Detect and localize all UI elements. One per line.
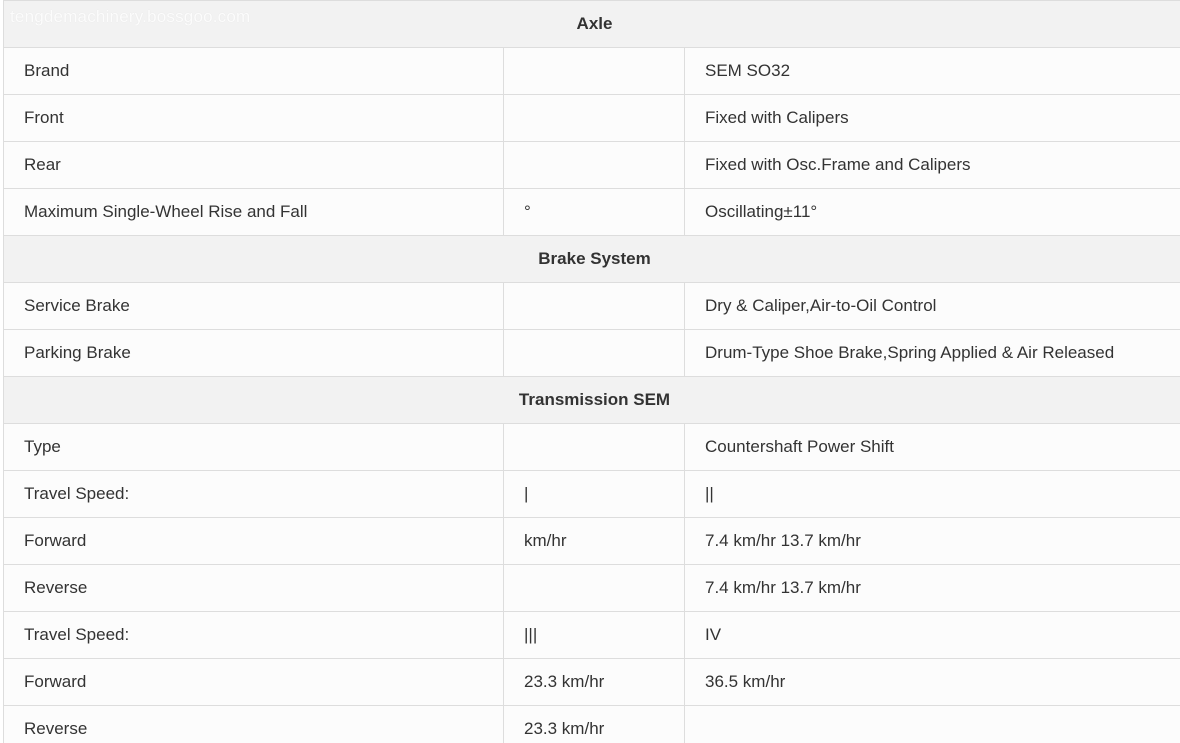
- row-unit: °: [504, 189, 685, 236]
- site-watermark: tengdemachinery.bossgoo.com: [10, 7, 251, 26]
- section-title: Axle: [4, 1, 1180, 48]
- row-value: 36.5 km/hr: [685, 659, 1180, 706]
- table-row: [4, 283, 1180, 330]
- table-row: [4, 95, 1180, 142]
- table-row: [4, 565, 1180, 612]
- row-unit: [504, 283, 685, 330]
- row-unit: 23.3 km/hr: [504, 659, 685, 706]
- row-label: Travel Speed:: [4, 471, 504, 518]
- row-value: IV: [685, 612, 1180, 659]
- section-title: Brake System: [4, 236, 1180, 283]
- row-value: Oscillating±11°: [685, 189, 1180, 236]
- row-label: Brand: [4, 48, 504, 95]
- row-value: Countershaft Power Shift: [685, 424, 1180, 471]
- row-unit: [504, 424, 685, 471]
- table-row: [4, 189, 1180, 236]
- table-row: [4, 48, 1180, 95]
- table-row: [4, 330, 1180, 377]
- row-label: Reverse: [4, 706, 504, 743]
- row-label: Front: [4, 95, 504, 142]
- section-header-transmission: [4, 377, 1180, 424]
- row-value: SEM SO32: [685, 48, 1180, 95]
- row-value: Fixed with Calipers: [685, 95, 1180, 142]
- row-value: ||: [685, 471, 1180, 518]
- table-row: [4, 471, 1180, 518]
- section-header-axle: [4, 1, 1180, 48]
- row-value: Dry & Caliper,Air-to-Oil Control: [685, 283, 1180, 330]
- table-row: [4, 612, 1180, 659]
- table-row: [4, 424, 1180, 471]
- table-row: [4, 659, 1180, 706]
- section-header-brake-system: [4, 236, 1180, 283]
- row-label: Travel Speed:: [4, 612, 504, 659]
- row-value: 7.4 km/hr 13.7 km/hr: [685, 518, 1180, 565]
- row-label: Forward: [4, 659, 504, 706]
- row-value: [685, 706, 1180, 743]
- row-label: Parking Brake: [4, 330, 504, 377]
- spec-table: [3, 0, 1180, 743]
- row-label: Maximum Single-Wheel Rise and Fall: [4, 189, 504, 236]
- row-unit: |||: [504, 612, 685, 659]
- section-title: Transmission SEM: [4, 377, 1180, 424]
- row-unit: [504, 565, 685, 612]
- row-unit: [504, 95, 685, 142]
- table-row: [4, 706, 1180, 743]
- row-label: Reverse: [4, 565, 504, 612]
- row-label: Forward: [4, 518, 504, 565]
- row-value: 7.4 km/hr 13.7 km/hr: [685, 565, 1180, 612]
- row-value: Fixed with Osc.Frame and Calipers: [685, 142, 1180, 189]
- row-unit: km/hr: [504, 518, 685, 565]
- row-unit: [504, 142, 685, 189]
- row-value: Drum-Type Shoe Brake,Spring Applied & Air Released: [685, 330, 1180, 377]
- row-unit: [504, 330, 685, 377]
- row-label: Type: [4, 424, 504, 471]
- row-unit: [504, 48, 685, 95]
- row-unit: |: [504, 471, 685, 518]
- table-row: [4, 142, 1180, 189]
- row-label: Service Brake: [4, 283, 504, 330]
- table-row: [4, 518, 1180, 565]
- row-label: Rear: [4, 142, 504, 189]
- row-unit: 23.3 km/hr: [504, 706, 685, 743]
